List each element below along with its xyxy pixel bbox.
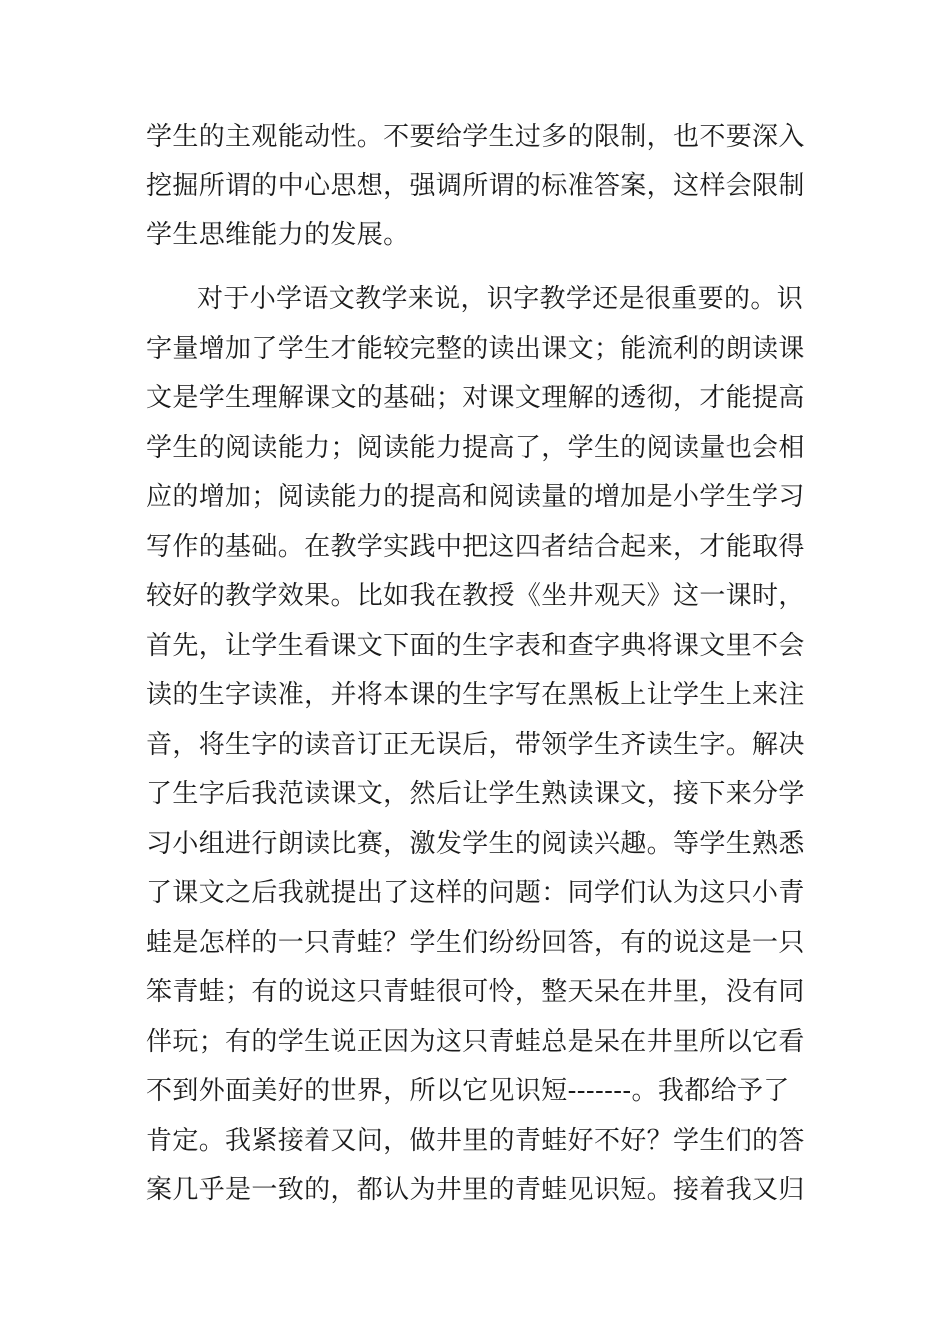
text-line: 蛙是怎样的一只青蛙？学生们纷纷回答，有的说这是一只 <box>146 928 805 958</box>
text-line: 文是学生理解课文的基础；对课文理解的透彻，才能提高 <box>146 383 805 413</box>
text-line: 学生思维能力的发展。 <box>146 220 410 250</box>
text-line: 笨青蛙；有的说这只青蛙很可怜，整天呆在井里，没有同 <box>146 977 805 1007</box>
text-line: 伴玩；有的学生说正因为这只青蛙总是呆在井里所以它看 <box>146 1027 805 1057</box>
text-line: 首先，让学生看课文下面的生字表和查字典将课文里不会 <box>146 631 805 661</box>
text-line: 习小组进行朗读比赛，激发学生的阅读兴趣。等学生熟悉 <box>146 829 805 859</box>
text-line: 不到外面美好的世界，所以它见识短-------。我都给予了 <box>146 1076 790 1106</box>
text-line: 写作的基础。在教学实践中把这四者结合起来，才能取得 <box>146 532 805 562</box>
text-line: 字量增加了学生才能较完整的读出课文；能流利的朗读课 <box>146 334 805 364</box>
text-line: 了课文之后我就提出了这样的问题：同学们认为这只小青 <box>146 878 805 908</box>
text-line: 较好的教学效果。比如我在教授《坐井观天》这一课时， <box>146 581 805 611</box>
text-line: 学生的阅读能力；阅读能力提高了，学生的阅读量也会相 <box>146 433 805 463</box>
text-line: 肯定。我紧接着又问，做井里的青蛙好不好？学生们的答 <box>146 1126 805 1156</box>
text-line: 读的生字读准，并将本课的生字写在黑板上让学生上来注 <box>146 680 805 710</box>
text-line: 音，将生字的读音订正无误后，带领学生齐读生字。解决 <box>146 730 805 760</box>
text-line: 挖掘所谓的中心思想，强调所谓的标准答案，这样会限制 <box>146 171 805 201</box>
text-line: 学生的主观能动性。不要给学生过多的限制，也不要深入 <box>146 122 805 152</box>
text-line: 了生字后我范读课文，然后让学生熟读课文，接下来分学 <box>146 779 805 809</box>
text-line: 应的增加；阅读能力的提高和阅读量的增加是小学生学习 <box>146 482 805 512</box>
text-line: 案几乎是一致的，都认为井里的青蛙见识短。接着我又归 <box>146 1175 805 1205</box>
text-line: 对于小学语文教学来说，识字教学还是很重要的。识 <box>197 284 804 314</box>
